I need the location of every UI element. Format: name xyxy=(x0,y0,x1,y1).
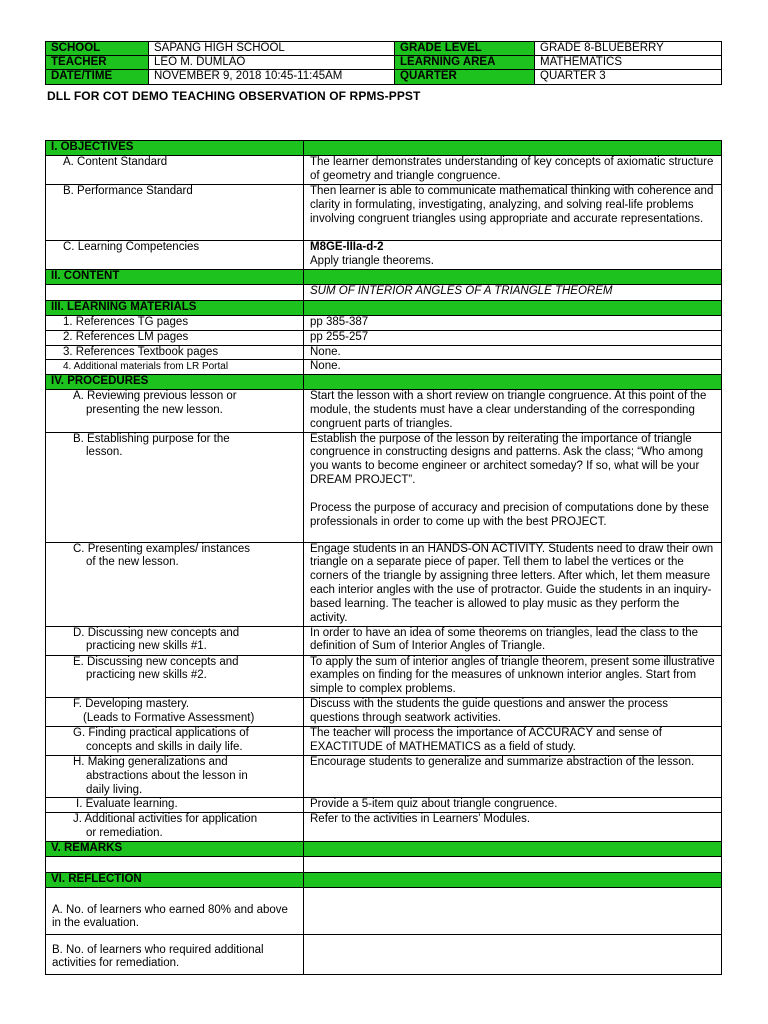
row-value: Start the lesson with a short review on triangle congruence. At this point of the module, the students must have a clear understanding of the corresponding congruent parts of triangles. xyxy=(304,390,722,432)
row-ref-textbook xyxy=(46,345,722,360)
section-title: VI. REFLECTION xyxy=(46,873,304,888)
row-procedure-c xyxy=(46,542,722,626)
row-value: The learner demonstrates understanding of key concepts of axiomatic structure of geometry and triangle congruence. xyxy=(304,156,722,185)
competency-code: M8GE-IIIa-d-2 xyxy=(310,241,384,253)
row-ref-tg xyxy=(46,316,722,331)
row-label: I. Evaluate learning. xyxy=(46,798,304,813)
row-value: None. xyxy=(304,360,722,375)
row-procedure-h xyxy=(46,755,722,797)
row-procedure-e xyxy=(46,655,722,697)
row-value: In order to have an idea of some theorems on triangles, lead the class to the definition of Sum of Interior Angles of Triangle. xyxy=(304,626,722,655)
row-value: Engage students in an HANDS-ON ACTIVITY. Students need to draw their own triangle on a separate piece of paper. Tell them to label the vertices or the corners of the triangle by assigning three letters. After which, let them measure each interior angles with the use of protractor. Guide the students in an inquiry-based learning. The teacher is allowed to play music as they perform the activity. xyxy=(304,542,722,626)
row-label: E. Discussing new concepts and practicing new skills #2. xyxy=(46,655,304,697)
row-value: The teacher will process the importance of ACCURACY and sense of EXACTITUDE of MATHEMATICS as a field of study. xyxy=(304,726,722,755)
section-content xyxy=(46,270,722,285)
grade-value: GRADE 8-BLUEBERRY xyxy=(535,42,722,56)
row-procedure-i xyxy=(46,798,722,813)
row-procedure-a xyxy=(46,390,722,432)
section-reflection xyxy=(46,873,722,888)
row-label: A. Content Standard xyxy=(46,156,304,185)
row-ref-lm xyxy=(46,330,722,345)
section-title: III. LEARNING MATERIALS xyxy=(46,301,304,316)
document-subtitle: DLL FOR COT DEMO TEACHING OBSERVATION OF RPMS-PPST xyxy=(47,89,421,103)
section-title: II. CONTENT xyxy=(46,270,304,285)
row-procedure-f xyxy=(46,697,722,726)
section-title: I. OBJECTIVES xyxy=(46,141,304,156)
quarter-value: QUARTER 3 xyxy=(535,70,722,84)
row-label: B. Establishing purpose for the lesson. xyxy=(46,432,304,542)
row-label: C. Presenting examples/ instances of the new lesson. xyxy=(46,542,304,626)
datetime-label: DATE/TIME xyxy=(46,70,149,84)
row-value: None. xyxy=(304,345,722,360)
row-reflection-a xyxy=(46,888,722,935)
school-label: SCHOOL xyxy=(46,42,149,56)
header-row-date xyxy=(46,70,722,84)
row-value: Then learner is able to communicate mathematical thinking with coherence and clarity in formulating, investigating, analyzing, and solving real-life problems involving congruent triangles using appropriate and accurate representations. xyxy=(304,185,722,241)
row-label: 3. References Textbook pages xyxy=(46,345,304,360)
row-label: G. Finding practical applications of concepts and skills in daily life. xyxy=(46,726,304,755)
row-value: Provide a 5-item quiz about triangle congruence. xyxy=(304,798,722,813)
section-objectives xyxy=(46,141,722,156)
row-value: To apply the sum of interior angles of triangle theorem, present some illustrative examples on finding for the measures of unknown interior angles. Start from simple to complex problems. xyxy=(304,655,722,697)
row-content-topic xyxy=(46,285,722,301)
row-label: J. Additional activities for application or remediation. xyxy=(46,813,304,842)
row-value: Discuss with the students the guide questions and answer the process questions through seatwork activities. xyxy=(304,697,722,726)
teacher-label: TEACHER xyxy=(46,56,149,70)
row-procedure-g xyxy=(46,726,722,755)
dll-table xyxy=(45,140,722,975)
grade-label: GRADE LEVEL xyxy=(395,42,535,56)
row-value: Refer to the activities in Learners’ Modules. xyxy=(304,813,722,842)
area-label: LEARNING AREA xyxy=(395,56,535,70)
row-ref-lr-portal xyxy=(46,360,722,375)
section-procedures xyxy=(46,375,722,390)
row-procedure-b xyxy=(46,432,722,542)
row-reflection-b xyxy=(46,935,722,975)
row-value: Establish the purpose of the lesson by reiterating the importance of triangle congruence in constructing designs and patterns. Ask the class; “Who among you wants to become engineer or architect someday? If so, what will be your DREAM PROJECT”. Process the purpose of accuracy and precision of computations done by these professionals in order to come up with the best PROJECT. xyxy=(304,432,722,542)
row-label: A. No. of learners who earned 80% and above in the evaluation. xyxy=(46,888,304,935)
header-row-school xyxy=(46,42,722,56)
content-topic: SUM OF INTERIOR ANGLES OF A TRIANGLE THEOREM xyxy=(304,285,722,301)
row-performance-standard xyxy=(46,185,722,241)
row-value xyxy=(304,241,722,270)
section-title: IV. PROCEDURES xyxy=(46,375,304,390)
section-remarks xyxy=(46,842,722,857)
area-value: MATHEMATICS xyxy=(535,56,722,70)
row-procedure-d xyxy=(46,626,722,655)
datetime-value: NOVEMBER 9, 2018 10:45-11:45AM xyxy=(149,70,395,84)
header-row-teacher xyxy=(46,56,722,70)
row-label: B. Performance Standard xyxy=(46,185,304,241)
section-materials xyxy=(46,301,722,316)
competency-text: Apply triangle theorems. xyxy=(310,254,435,267)
row-content-standard xyxy=(46,156,722,185)
row-label: D. Discussing new concepts and practicing new skills #1. xyxy=(46,626,304,655)
section-title: V. REMARKS xyxy=(46,842,304,857)
header-table xyxy=(45,41,722,85)
row-value: Encourage students to generalize and summarize abstraction of the lesson. xyxy=(304,755,722,797)
school-value: SAPANG HIGH SCHOOL xyxy=(149,42,395,56)
row-label: F. Developing mastery. (Leads to Formative Assessment) xyxy=(46,697,304,726)
row-remarks-blank xyxy=(46,857,722,873)
row-learning-competencies xyxy=(46,241,722,270)
row-label: 2. References LM pages xyxy=(46,330,304,345)
row-label: 1. References TG pages xyxy=(46,316,304,331)
row-value: pp 385-387 xyxy=(304,316,722,331)
row-label: C. Learning Competencies xyxy=(46,241,304,270)
teacher-value: LEO M. DUMLAO xyxy=(149,56,395,70)
row-value: pp 255-257 xyxy=(304,330,722,345)
row-label: A. Reviewing previous lesson or presenting the new lesson. xyxy=(46,390,304,432)
row-label: H. Making generalizations and abstractions about the lesson in daily living. xyxy=(46,755,304,797)
row-procedure-j xyxy=(46,813,722,842)
quarter-label: QUARTER xyxy=(395,70,535,84)
row-label: 4. Additional materials from LR Portal xyxy=(46,360,304,375)
row-label: B. No. of learners who required additional activities for remediation. xyxy=(46,935,304,975)
